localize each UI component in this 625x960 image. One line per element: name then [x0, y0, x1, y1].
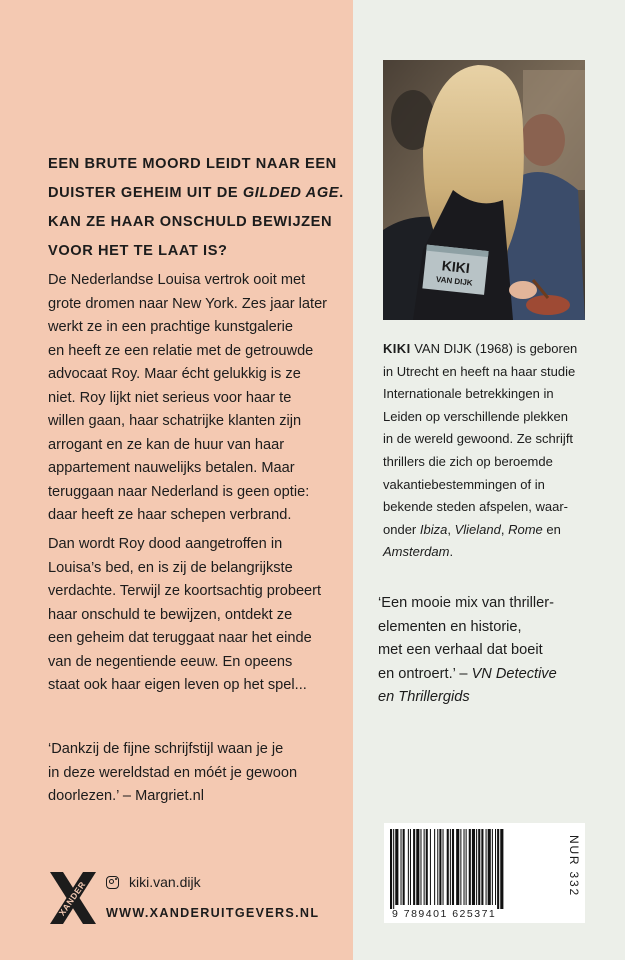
- headline-text: .: [339, 185, 344, 201]
- blurb-line: haar onschuld te bewijzen, ontdekt ze: [48, 606, 293, 623]
- bio-place: Amsterdam: [383, 544, 450, 560]
- blurb-line: arrogant en ze kan de huur van haar: [48, 436, 285, 453]
- bio-place: Rome: [508, 521, 543, 537]
- barcode-bar: [492, 829, 493, 905]
- bio-text: en: [542, 521, 561, 537]
- blurb-line: teruggaan naar Nederland is geen optie:: [48, 483, 310, 500]
- bio-text: VAN DIJK (1968) is geboren: [410, 341, 578, 356]
- review-line: met een verhaal dat boeit: [378, 642, 543, 658]
- review-line: in deze wereldstad en móét je gewoon: [48, 764, 298, 781]
- headline-line: EEN BRUTE MOORD LEIDT NAAR EEN: [48, 156, 337, 172]
- barcode-bar: [486, 829, 487, 905]
- blurb-line: staat ook haar eigen leven op het spel...: [48, 677, 307, 693]
- barcode-bar: [420, 829, 421, 905]
- barcode-bar: [426, 829, 428, 905]
- barcode-bar: [439, 829, 441, 905]
- instagram-link[interactable]: [106, 873, 201, 891]
- review-source: en Thrillergids: [378, 689, 470, 705]
- barcode-bar: [500, 829, 503, 909]
- bio-line: in Utrecht en heeft na haar studie: [383, 363, 576, 379]
- publisher-website-link[interactable]: WWW.XANDERUITGEVERS.NL: [106, 906, 320, 920]
- headline-line: KAN ZE HAAR ONSCHULD BEWIJZEN: [48, 214, 333, 230]
- review-line: ‘Dankzij de fijne schrijfstijl waan je je: [48, 741, 284, 757]
- blurb-paragraph-1: [48, 269, 348, 528]
- bio-line: Leiden op verschillende plekken: [383, 408, 569, 424]
- headline: [48, 150, 348, 266]
- barcode-bar: [476, 829, 477, 905]
- barcode-bar: [395, 829, 398, 905]
- instagram-handle: kiki.van.dijk: [129, 874, 201, 890]
- barcode-bar: [410, 829, 411, 905]
- nur-code: NUR 332: [567, 835, 581, 897]
- barcode-bar: [472, 829, 475, 905]
- bio-line: [383, 519, 613, 542]
- review-line: [378, 686, 608, 710]
- blurb-paragraph-2: [48, 533, 348, 698]
- review-text: en ontroert.’ –: [378, 665, 472, 682]
- barcode-bar: [450, 829, 451, 905]
- bio-line: [383, 541, 613, 564]
- book-in-photo: [422, 245, 488, 295]
- bio-line: thrillers die zich op beroemde: [383, 453, 553, 469]
- blurb-line: niet. Roy lijkt niet serieus voor haar te: [48, 389, 292, 406]
- barcode-bar: [408, 829, 409, 905]
- bio-place: Vlieland: [454, 521, 501, 537]
- barcode-bar: [413, 829, 415, 905]
- bio-line: Internationale betrekkingen in: [383, 386, 554, 402]
- headline-emphasis: GILDED AGE: [242, 185, 340, 201]
- barcode-bar: [430, 829, 431, 905]
- barcode-bar: [466, 829, 467, 905]
- blurb-line: werkt ze in een prachtige kunstgalerie: [48, 319, 293, 335]
- barcode-bar: [424, 829, 425, 905]
- bio-line: in de wereld gewoond. Ze schrijft: [383, 431, 574, 447]
- author-photo: [383, 60, 585, 320]
- review-line: [378, 663, 608, 687]
- barcode-bar: [447, 829, 449, 905]
- blurb-line: advocaat Roy. Maar écht gelukkig is ze: [48, 366, 301, 382]
- headline-line: [48, 179, 348, 208]
- blurb-line: De Nederlandse Louisa vertrok ooit met: [48, 272, 306, 288]
- blurb-line: Louisa’s bed, en is zij de belangrijkste: [48, 559, 293, 576]
- barcode-bar: [403, 829, 405, 905]
- review-quote-vn-detective: [378, 592, 608, 710]
- bio-place: Ibiza: [419, 521, 448, 537]
- barcode-bar: [495, 829, 496, 905]
- publisher-footer: [48, 868, 348, 928]
- bio-line: vakantiebestemmingen of in: [383, 476, 545, 492]
- blurb-line: grote dromen naar New York. Zes jaar later: [48, 295, 328, 312]
- book-title-text: KIKI: [441, 257, 471, 277]
- bio-text: ,: [500, 521, 509, 537]
- barcode-bar: [497, 829, 499, 909]
- barcode-bar: [481, 829, 483, 905]
- bio-line: bekende steden afspelen, waar-: [383, 499, 569, 515]
- bio-text: ,: [447, 521, 455, 537]
- barcode-bar: [456, 829, 459, 905]
- barcode-bar: [437, 829, 438, 905]
- barcode-bar: [390, 829, 392, 909]
- barcode-bar: [469, 829, 471, 905]
- headline-text: DUISTER GEHEIM UIT DE: [48, 185, 243, 201]
- blurb-line: Dan wordt Roy dood aangetroffen in: [48, 536, 283, 552]
- blurb-line: verdachte. Terwijl ze koortsachtig probeert: [48, 583, 322, 599]
- review-source: VN Detective: [471, 665, 557, 682]
- author-bio: [383, 338, 613, 564]
- xander-logo: [48, 870, 98, 926]
- instagram-icon: [106, 876, 119, 889]
- bio-author-name: KIKI: [383, 341, 411, 356]
- headline-line: VOOR HET TE LAAT IS?: [48, 243, 228, 259]
- barcode-bar: [393, 829, 394, 909]
- bio-text: .: [449, 544, 454, 560]
- blurb-line: en heeft ze een relatie met de getrouwde: [48, 342, 314, 359]
- review-line: ‘Een mooie mix van thriller-: [378, 595, 554, 611]
- barcode-bar: [434, 829, 435, 905]
- blurb-line: appartement nauwelijks betalen. Maar: [48, 460, 295, 476]
- bio-line: [383, 338, 613, 361]
- barcode-bar: [488, 829, 491, 905]
- bio-text: onder: [383, 521, 420, 537]
- blurb-line: daar heeft ze haar schepen verbrand.: [48, 507, 292, 523]
- barcode-bar: [464, 829, 465, 905]
- barcode-bar: [401, 829, 402, 905]
- blurb-line: een geheim dat teruggaat naar het einde: [48, 630, 312, 646]
- isbn-number: 9 789401 625371: [392, 908, 497, 920]
- review-line: doorlezen.’ – Margriet.nl: [48, 788, 205, 804]
- barcode-bar: [443, 829, 444, 905]
- review-quote-margriet: [48, 738, 348, 809]
- blurb-line: willen gaan, haar schatrijke klanten zijn: [48, 413, 302, 429]
- barcode-bar: [452, 829, 454, 905]
- blurb-line: van de negentiende eeuw. En opeens: [48, 653, 293, 670]
- review-line: elementen en historie,: [378, 618, 522, 635]
- author-photo-image: [383, 60, 585, 320]
- book-author-text: VAN DIJK: [435, 274, 474, 288]
- barcode-bar: [460, 829, 461, 905]
- logo-wordmark: XANDER: [56, 879, 88, 918]
- barcode-bar: [416, 829, 419, 905]
- barcode-bar: [478, 829, 480, 905]
